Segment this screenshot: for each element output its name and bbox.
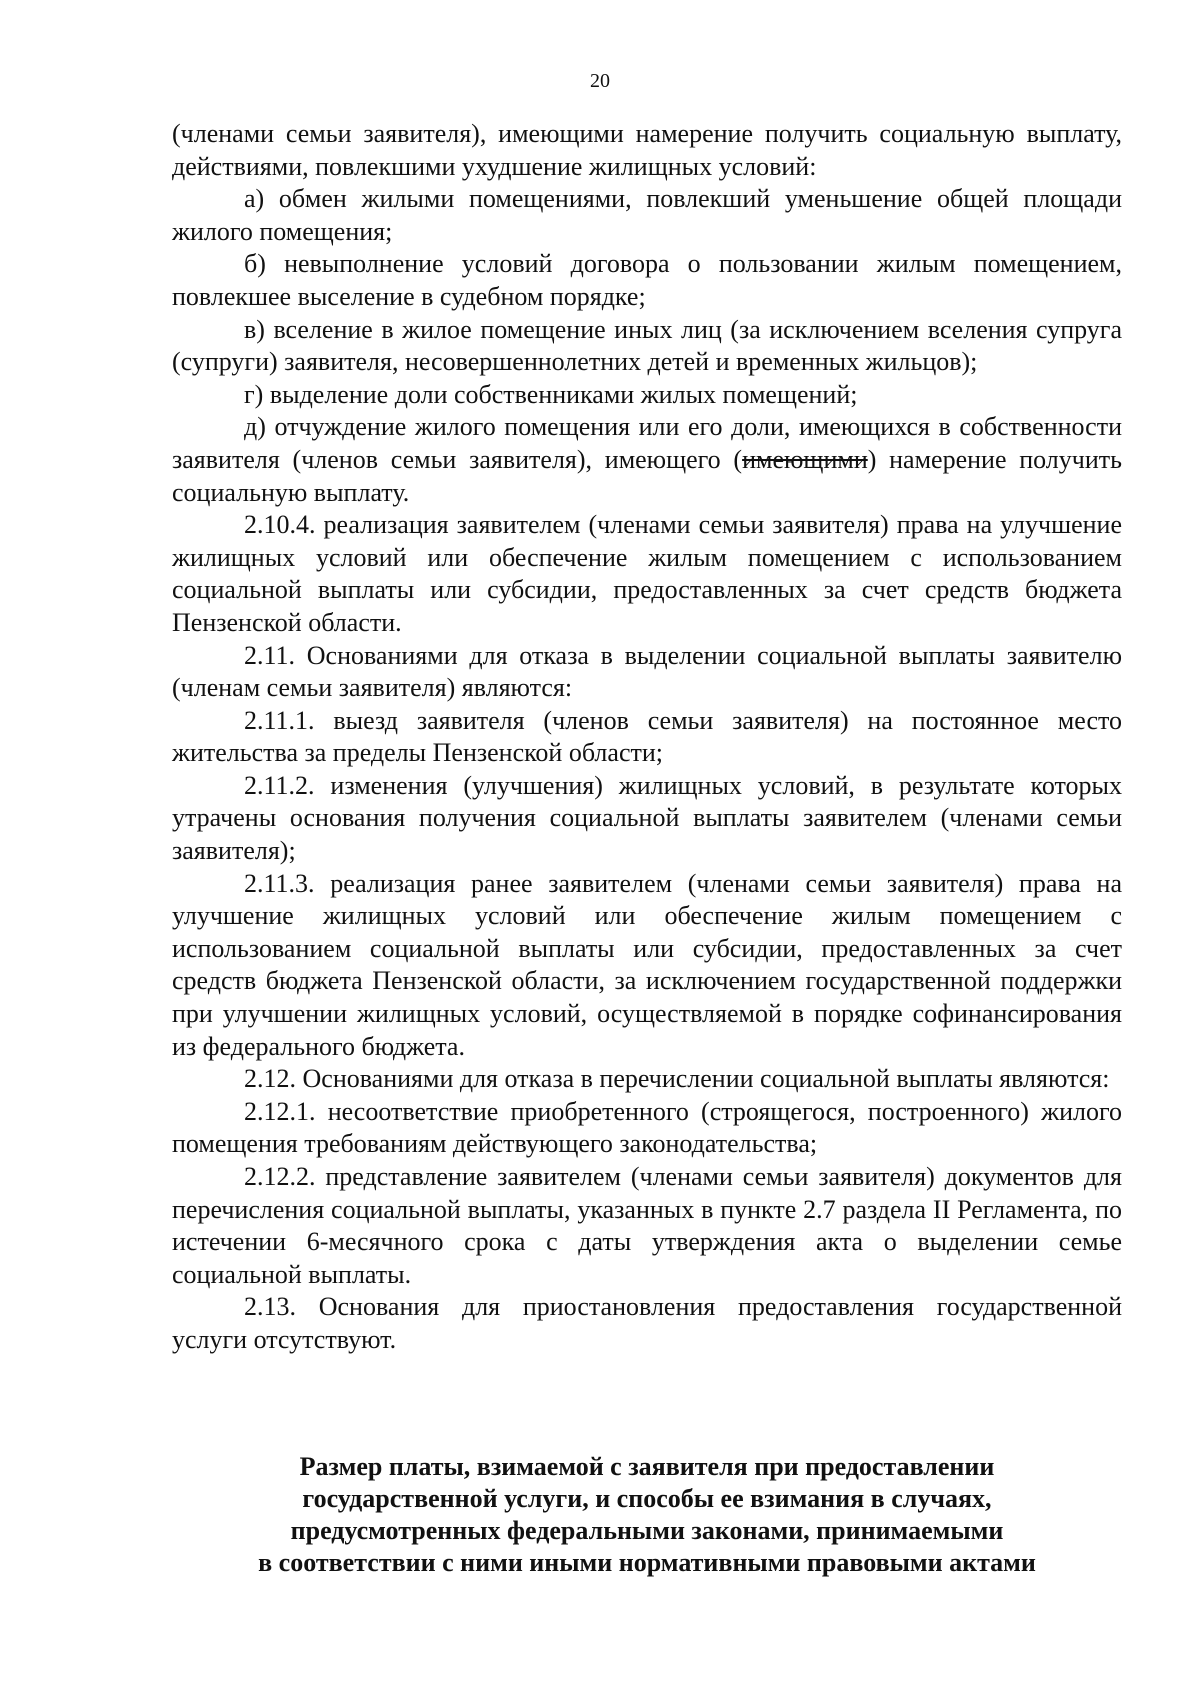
paragraph-2-11-1: 2.11.1. выезд заявителя (членов семьи заявителя) на постоянное место жительства за пределы Пензенской области; (172, 705, 1122, 768)
paragraph-item-b: б) невыполнение условий договора о пользовании жилым помещением, повлекшее выселение в судебном порядке; (172, 249, 1122, 311)
paragraph-2-11: 2.11. Основаниями для отказа в выделении социальной выплаты заявителю (членам семьи заявителя) являются: (172, 640, 1122, 703)
section-heading-line: Размер платы, взимаемой с заявителя при предоставлении (299, 1452, 995, 1481)
paragraph-item-g: г) выделение доли собственниками жилых помещений; (244, 379, 858, 409)
paragraph-continuation: (членами семьи заявителя), имеющими намерение получить социальную выплату, действиями, повлекшими ухудшение жилищных условий: (172, 119, 1122, 181)
paragraph-item-d-text-before: д) отчуждение жилого помещения или его доли, имеющихся в собственности заявителя (членов семьи заявителя), имеющего ( (172, 412, 1122, 474)
section-heading-line: в соответствии с ними иными нормативными правовыми актами (258, 1548, 1036, 1577)
paragraph-2-13: 2.13. Основания для приостановления предоставления государственной услуги отсутствуют. (172, 1292, 1122, 1354)
document-body (172, 118, 1122, 1357)
paragraph-2-11-2: 2.11.2. изменения (улучшения) жилищных условий, в результате которых утрачены основания получения социальной выплаты заявителем (членами семьи заявителя); (172, 770, 1122, 866)
paragraph-item-d-text-after: ) намерение получить социальную выплату. (172, 444, 1122, 507)
paragraph-2-12: 2.12. Основаниями для отказа в перечислении социальной выплаты являются: (244, 1064, 1110, 1094)
section-heading-line: государственной услуги, и способы ее взимания в случаях, (302, 1484, 992, 1513)
paragraph-item-a: а) обмен жилыми помещениями, повлекший уменьшение общей площади жилого помещения; (172, 184, 1122, 246)
paragraph-item-d (172, 411, 1122, 509)
paragraph-2-10-4: 2.10.4. реализация заявителем (членами семьи заявителя) права на улучшение жилищных условий или обеспечение жилым помещением с использованием социальной выплаты или субсидии, предоставленных за счет средств бюджета Пензенской области. (172, 510, 1122, 637)
page-number: 20 (590, 70, 610, 92)
section-heading (172, 1451, 1122, 1579)
paragraph-2-11-3: 2.11.3. реализация ранее заявителем (членами семьи заявителя) права на улучшение жилищных условий или обеспечение жилым помещением с использованием социальной выплаты или субсидии, предоставленных за счет средств бюджета Пензенской области, за исключением государственной поддержки при улучшении жилищных условий, осуществляемой в порядке софинансирования из федерального бюджета. (172, 868, 1122, 1061)
section-heading-line: предусмотренных федеральными законами, принимаемыми (290, 1516, 1004, 1545)
struck-word: имеющими (742, 444, 868, 474)
paragraph-item-v: в) вселение в жилое помещение иных лиц (за исключением вселения супруга (супруги) заявителя, несовершеннолетних детей и временных жильцов); (172, 314, 1122, 377)
paragraph-2-12-1: 2.12.1. несоответствие приобретенного (строящегося, построенного) жилого помещения требованиям действующего законодательства; (172, 1096, 1122, 1159)
paragraph-2-12-2: 2.12.2. представление заявителем (членами семьи заявителя) документов для перечисления социальной выплаты, указанных в пункте 2.7 раздела II Регламента, по истечении 6-месячного срока с даты утверждения акта о выделении семье социальной выплаты. (172, 1162, 1122, 1289)
